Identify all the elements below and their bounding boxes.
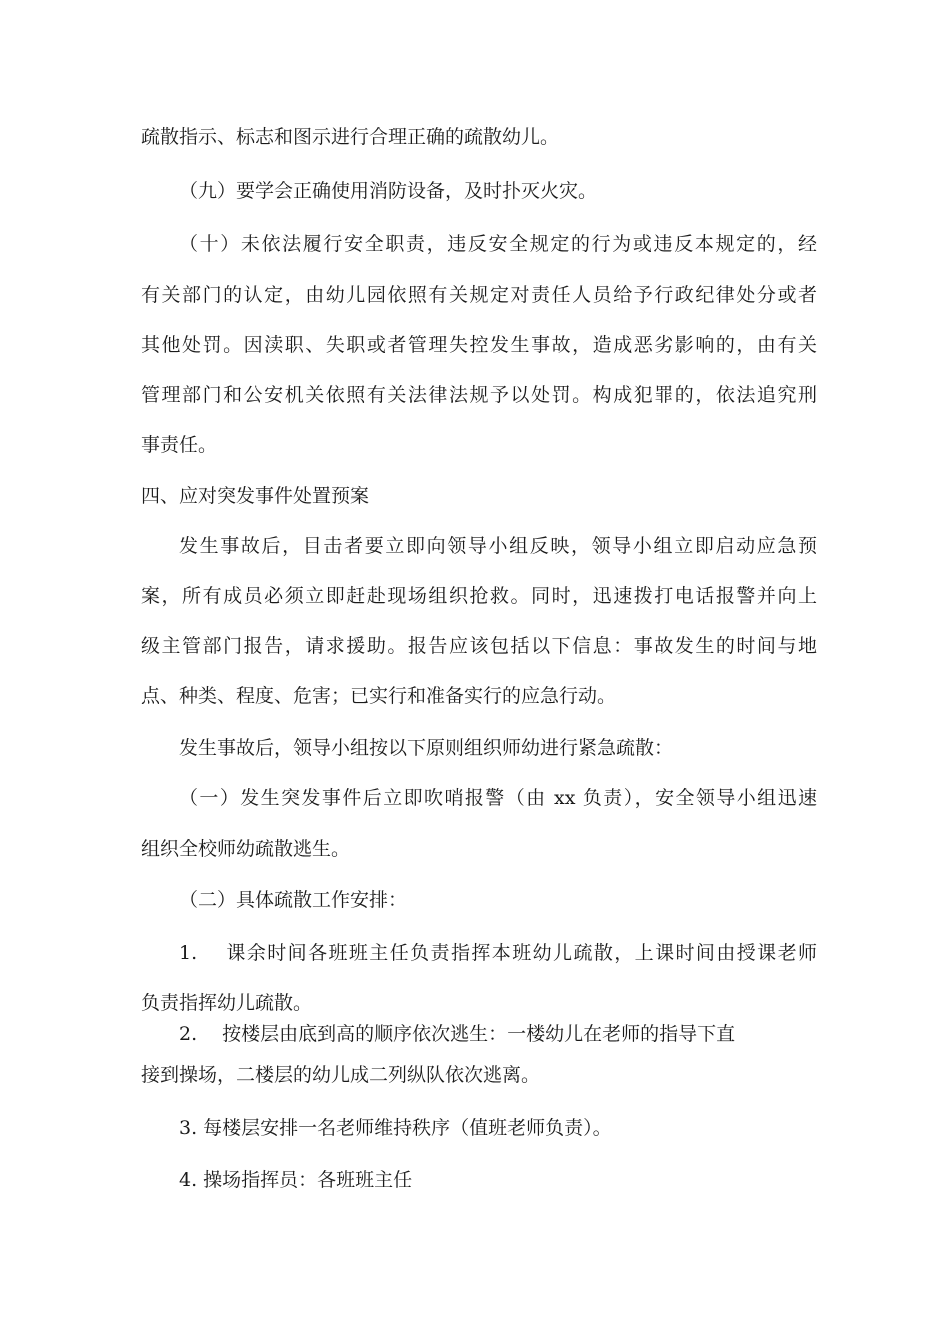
body-line: 接到操场，二楼层的幼儿成二列纵队依次逃离。: [141, 1064, 541, 1086]
list-item: 2. 按楼层由底到高的顺序依次逃生：一楼幼儿在老师的指导下直: [179, 1023, 736, 1045]
list-item: 4. 操场指挥员：各班班主任: [179, 1169, 413, 1191]
list-item: 1. 课余时间各班班主任负责指挥本班幼儿疏散，上课时间由授课老师: [179, 942, 817, 964]
list-item: （二）具体疏散工作安排：: [179, 889, 408, 911]
body-line: 其他处罚。因渎职、失职或者管理失控发生事故，造成恶劣影响的，由有关: [141, 334, 817, 356]
body-line: 案，所有成员必须立即赶赴现场组织抢救。同时，迅速拨打电话报警并向上: [141, 585, 817, 607]
body-line: 负责指挥幼儿疏散。: [141, 992, 313, 1014]
list-item: （一）发生突发事件后立即吹哨报警（由 xx 负责），安全领导小组迅速: [179, 787, 817, 809]
section-heading: 四、应对突发事件处置预案: [141, 485, 370, 507]
list-item: （十）未依法履行安全职责，违反安全规定的行为或违反本规定的，经: [179, 233, 817, 255]
body-line: 组织全校师幼疏散逃生。: [141, 838, 351, 860]
body-line: 事责任。: [141, 434, 218, 456]
list-item: （九）要学会正确使用消防设备，及时扑灭火灾。: [179, 180, 598, 202]
list-item: 3. 每楼层安排一名老师维持秩序（值班老师负责）。: [179, 1117, 612, 1139]
body-line: 有关部门的认定，由幼儿园依照有关规定对责任人员给予行政纪律处分或者: [141, 284, 817, 306]
body-line: 点、种类、程度、危害；已实行和准备实行的应急行动。: [141, 685, 617, 707]
body-line: 疏散指示、标志和图示进行合理正确的疏散幼儿。: [141, 126, 560, 148]
body-line: 发生事故后，领导小组按以下原则组织师幼进行紧急疏散：: [179, 737, 674, 759]
body-line: 级主管部门报告，请求援助。报告应该包括以下信息：事故发生的时间与地: [141, 635, 817, 657]
body-line: 管理部门和公安机关依照有关法律法规予以处罚。构成犯罪的，依法追究刑: [141, 384, 817, 406]
body-line: 发生事故后，目击者要立即向领导小组反映，领导小组立即启动应急预: [179, 535, 817, 557]
